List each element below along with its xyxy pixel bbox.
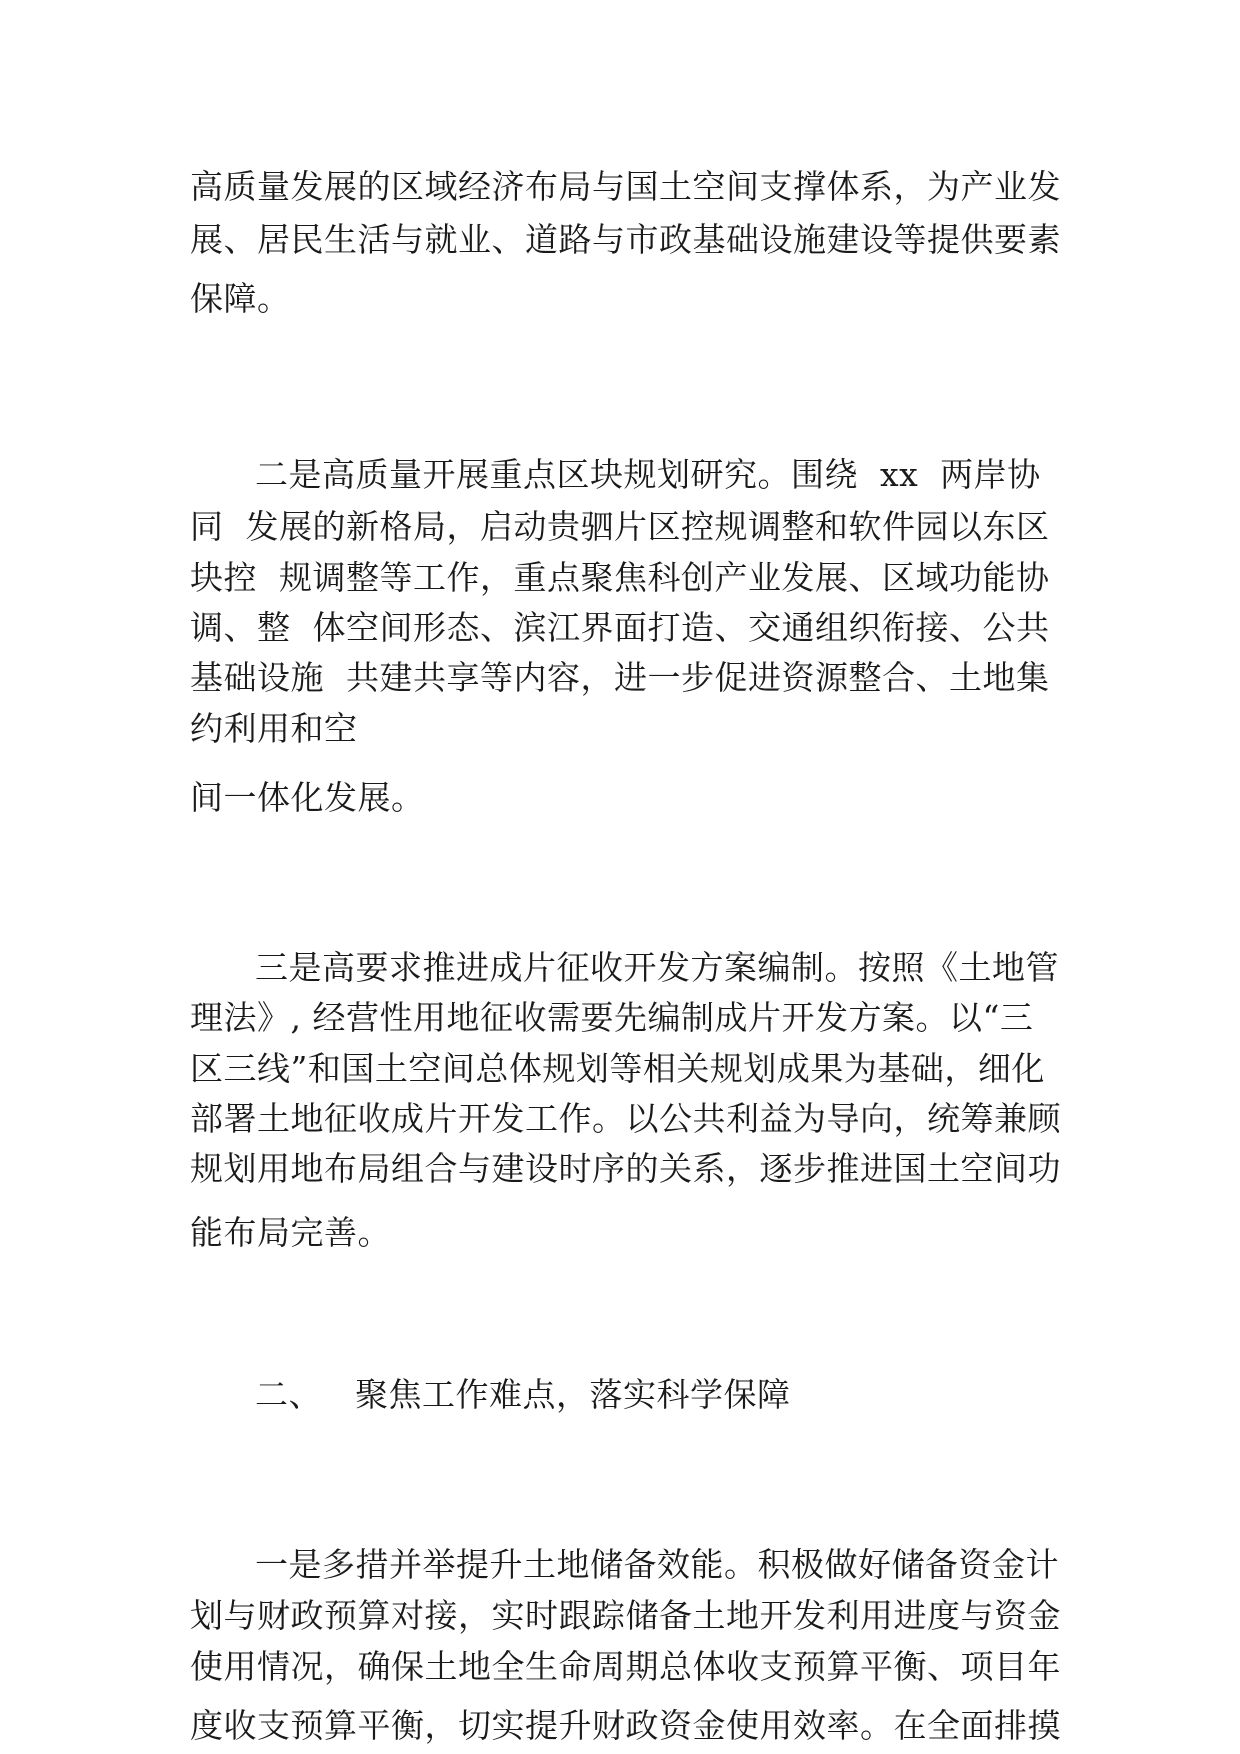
paragraph-2-line-2: 同 发展的新格局，启动贵驷片区控规调整和软件园以东区 — [190, 507, 1050, 546]
paragraph-4-line-1: 一是多措并举提升土地储备效能。积极做好储备资金计 — [255, 1545, 1059, 1584]
paragraph-4-line-3: 使用情况，确保土地全生命周期总体收支预算平衡、项目年 — [190, 1647, 1061, 1686]
paragraph-3-line-1: 三是高要求推进成片征收开发方案编制。按照《土地管 — [255, 948, 1059, 987]
paragraph-2-line-1: 二是高质量开展重点区块规划研究。围绕 xx 两岸协 — [255, 455, 1041, 494]
paragraph-3-line-6: 能布局完善。 — [190, 1213, 391, 1252]
paragraph-2-line-4: 调、整 体空间形态、滨江界面打造、交通组织衔接、公共 — [190, 608, 1050, 647]
paragraph-1-line-2: 展、居民生活与就业、道路与市政基础设施建设等提供要素 — [190, 220, 1061, 259]
section-heading: 二、 聚焦工作难点，落实科学保障 — [255, 1375, 791, 1414]
paragraph-2-line-3: 块控 规调整等工作，重点聚焦科创产业发展、区域功能协 — [190, 558, 1050, 597]
paragraph-3-line-3: 区三线”和国土空间总体规划等相关规划成果为基础，细化 — [190, 1049, 1045, 1088]
paragraph-3-line-2: 理法》, 经营性用地征收需要先编制成片开发方案。以“三 — [190, 998, 1034, 1037]
paragraph-2-line-7: 间一体化发展。 — [190, 778, 425, 817]
paragraph-1-line-3: 保障。 — [190, 279, 291, 318]
paragraph-3-line-4: 部署土地征收成片开发工作。以公共利益为导向，统筹兼顾 — [190, 1099, 1061, 1138]
paragraph-3-line-5: 规划用地布局组合与建设时序的关系，逐步推进国土空间功 — [190, 1149, 1061, 1188]
paragraph-4-line-4: 度收支预算平衡，切实提升财政资金使用效率。在全面排摸 — [190, 1706, 1061, 1745]
paragraph-1-line-1: 高质量发展的区域经济布局与国土空间支撑体系，为产业发 — [190, 167, 1061, 206]
paragraph-2-line-6: 约利用和空 — [190, 709, 358, 748]
paragraph-4-line-2: 划与财政预算对接，实时跟踪储备土地开发利用进度与资金 — [190, 1596, 1061, 1635]
paragraph-2-line-5: 基础设施 共建共享等内容，进一步促进资源整合、土地集 — [190, 658, 1050, 697]
